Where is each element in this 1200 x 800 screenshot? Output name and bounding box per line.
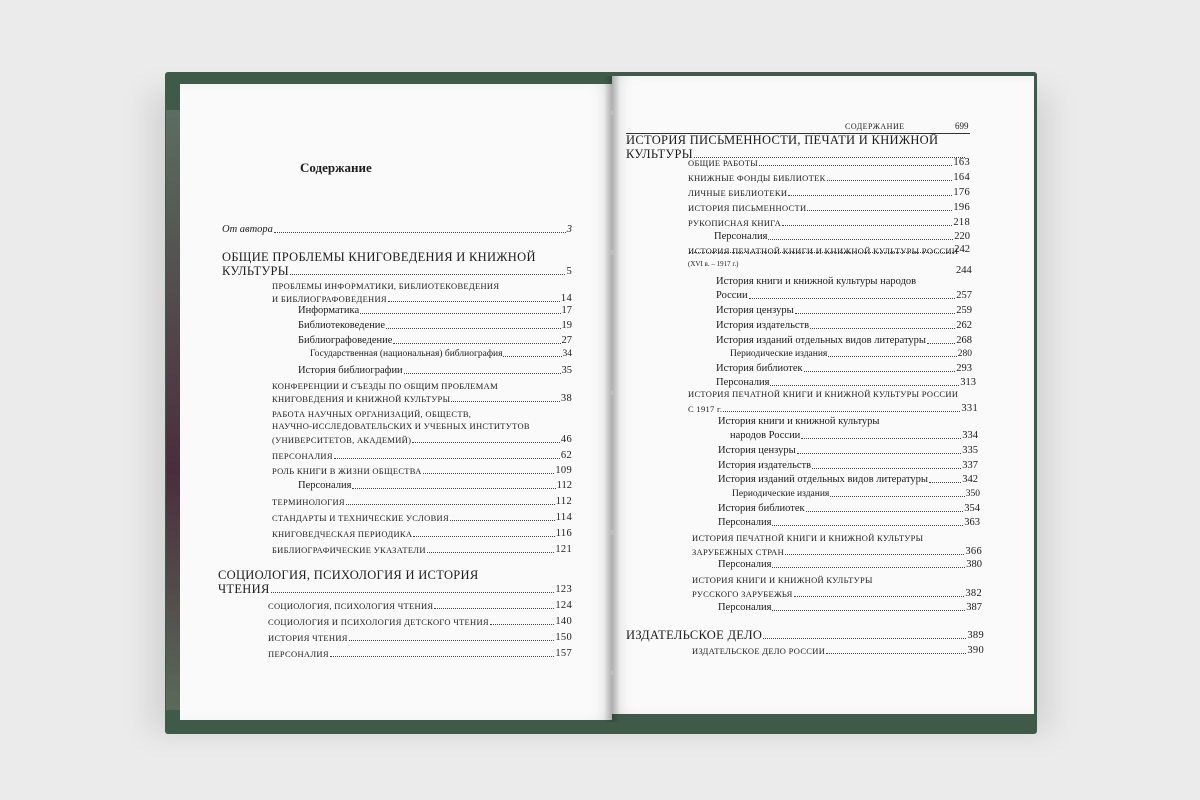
toc-entry: ИСТОРИЯ ЧТЕНИЯ 150 (268, 632, 572, 644)
toc-entry: Государственная (национальная) библиография 34 (310, 349, 572, 359)
toc-entry: 242 (688, 244, 970, 256)
toc-section-heading: ИСТОРИЯ ПИСЬМЕННОСТИ, ПЕЧАТИ И КНИЖНОЙ (626, 133, 939, 147)
toc-entry: (XVI в. – 1917 г.) (688, 260, 739, 268)
binding-stitch (610, 390, 614, 395)
toc-section-heading: КУЛЬТУРЫ (626, 147, 966, 161)
toc-entry: История библиотек 293 (716, 363, 972, 374)
toc-entry: ИЗДАТЕЛЬСКОЕ ДЕЛО РОССИИ 390 (692, 645, 984, 657)
toc-entry: КОНФЕРЕНЦИИ И СЪЕЗДЫ ПО ОБЩИМ ПРОБЛЕМАМ (272, 381, 498, 391)
toc-entry: От автора 3 (222, 224, 572, 235)
toc-entry: ПЕРСОНАЛИЯ 157 (268, 648, 572, 660)
toc-entry: Персоналия 363 (718, 517, 980, 528)
toc-section-heading: ЧТЕНИЯ 123 (218, 582, 572, 596)
running-header: СОДЕРЖАНИЕ (845, 122, 905, 131)
toc-entry: России 257 (716, 290, 972, 301)
toc-entry: Периодические издания 280 (730, 349, 972, 359)
toc-entry: РАБОТА НАУЧНЫХ ОРГАНИЗАЦИЙ, ОБЩЕСТВ, (272, 409, 472, 419)
toc-entry: ИСТОРИЯ ПЕЧАТНОЙ КНИГИ И КНИЖНОЙ КУЛЬТУРЫ (692, 533, 924, 543)
toc-entry: ОБЩИЕ РАБОТЫ 163 (688, 157, 970, 169)
toc-section-heading: ИЗДАТЕЛЬСКОЕ ДЕЛО 389 (626, 628, 984, 642)
binding-stitch (610, 530, 614, 535)
page-number: 699 (955, 121, 969, 131)
toc-entry: КНИГОВЕДЧЕСКАЯ ПЕРИОДИКА 116 (272, 528, 572, 540)
toc-entry: СТАНДАРТЫ И ТЕХНИЧЕСКИЕ УСЛОВИЯ 114 (272, 512, 572, 524)
toc-entry: ИСТОРИЯ ПЕЧАТНОЙ КНИГИ И КНИЖНОЙ КУЛЬТУРЫ РОССИИ (688, 389, 959, 399)
toc-entry: Библиотековедение 19 (298, 320, 572, 331)
binding-stitch (610, 670, 614, 675)
toc-entry: Персоналия 112 (298, 480, 572, 491)
toc-entry: Персоналия 380 (718, 559, 982, 570)
toc-entry: РУССКОГО ЗАРУБЕЖЬЯ 382 (692, 588, 982, 600)
toc-entry: История изданий отдельных видов литературы 342 (718, 474, 978, 485)
toc-entry: И БИБЛИОГРАФОВЕДЕНИЯ 14 (272, 293, 572, 305)
toc-entry: История книги и книжной культуры (718, 416, 880, 427)
toc-entry: ЛИЧНЫЕ БИБЛИОТЕКИ 176 (688, 187, 970, 199)
toc-entry: Персоналия 220 (714, 231, 970, 242)
toc-page-number: 244 (956, 265, 972, 276)
toc-entry: (УНИВЕРСИТЕТОВ, АКАДЕМИЙ) 46 (272, 434, 572, 446)
toc-entry: БИБЛИОГРАФИЧЕСКИЕ УКАЗАТЕЛИ 121 (272, 544, 572, 556)
toc-entry: История библиотек 354 (718, 503, 980, 514)
toc-entry: История изданий отдельных видов литературы 268 (716, 335, 972, 346)
toc-entry: История цензуры 335 (718, 445, 978, 456)
toc-entry: Периодические издания 350 (732, 489, 980, 499)
binding-stitch (610, 250, 614, 255)
toc-entry: РОЛЬ КНИГИ В ЖИЗНИ ОБЩЕСТВА 109 (272, 465, 572, 477)
toc-entry: СОЦИОЛОГИЯ, ПСИХОЛОГИЯ ЧТЕНИЯ 124 (268, 600, 572, 612)
toc-entry: С 1917 г. 331 (688, 403, 978, 415)
toc-entry: ТЕРМИНОЛОГИЯ 112 (272, 496, 572, 508)
toc-entry: Библиографоведение 27 (298, 335, 572, 346)
toc-section-heading: ОБЩИЕ ПРОБЛЕМЫ КНИГОВЕДЕНИЯ И КНИЖНОЙ (222, 250, 536, 264)
toc-section-heading: СОЦИОЛОГИЯ, ПСИХОЛОГИЯ И ИСТОРИЯ (218, 568, 479, 582)
toc-entry: ПРОБЛЕМЫ ИНФОРМАТИКИ, БИБЛИОТЕКОВЕДЕНИЯ (272, 281, 500, 291)
toc-entry: КНИГОВЕДЕНИЯ И КНИЖНОЙ КУЛЬТУРЫ 38 (272, 393, 572, 405)
book-gutter (604, 76, 620, 722)
toc-entry: КНИЖНЫЕ ФОНДЫ БИБЛИОТЕК 164 (688, 172, 970, 184)
binding-stitch (610, 110, 614, 115)
toc-entry: народов России 334 (730, 430, 978, 441)
toc-entry: НАУЧНО-ИССЛЕДОВАТЕЛЬСКИХ И УЧЕБНЫХ ИНСТИТУТОВ (272, 421, 530, 431)
toc-entry: Персоналия 313 (716, 377, 976, 388)
toc-entry: История издательств 262 (716, 320, 972, 331)
toc-entry: История издательств 337 (718, 460, 978, 471)
toc-entry: РУКОПИСНАЯ КНИГА 218 (688, 217, 970, 229)
toc-entry: История библиографии 35 (298, 365, 572, 376)
toc-entry: ИСТОРИЯ ПЕЧАТНОЙ КНИГИ И КНИЖНОЙ КУЛЬТУРЫ РОССИИ (688, 246, 959, 256)
toc-entry: Информатика 17 (298, 305, 572, 316)
toc-entry: ИСТОРИЯ ПИСЬМЕННОСТИ 196 (688, 202, 970, 214)
toc-entry: История книги и книжной культуры народов (716, 276, 917, 287)
toc-title: Содержание (300, 160, 372, 175)
toc-entry: История цензуры 259 (716, 305, 972, 316)
toc-entry: ПЕРСОНАЛИЯ 62 (272, 450, 572, 462)
toc-entry: СОЦИОЛОГИЯ И ПСИХОЛОГИЯ ДЕТСКОГО ЧТЕНИЯ 140 (268, 616, 572, 628)
toc-entry: ЗАРУБЕЖНЫХ СТРАН 366 (692, 546, 982, 558)
toc-entry: Персоналия 387 (718, 602, 982, 613)
toc-section-heading: КУЛЬТУРЫ 5 (222, 264, 572, 278)
toc-entry: ИСТОРИЯ КНИГИ И КНИЖНОЙ КУЛЬТУРЫ (692, 575, 873, 585)
